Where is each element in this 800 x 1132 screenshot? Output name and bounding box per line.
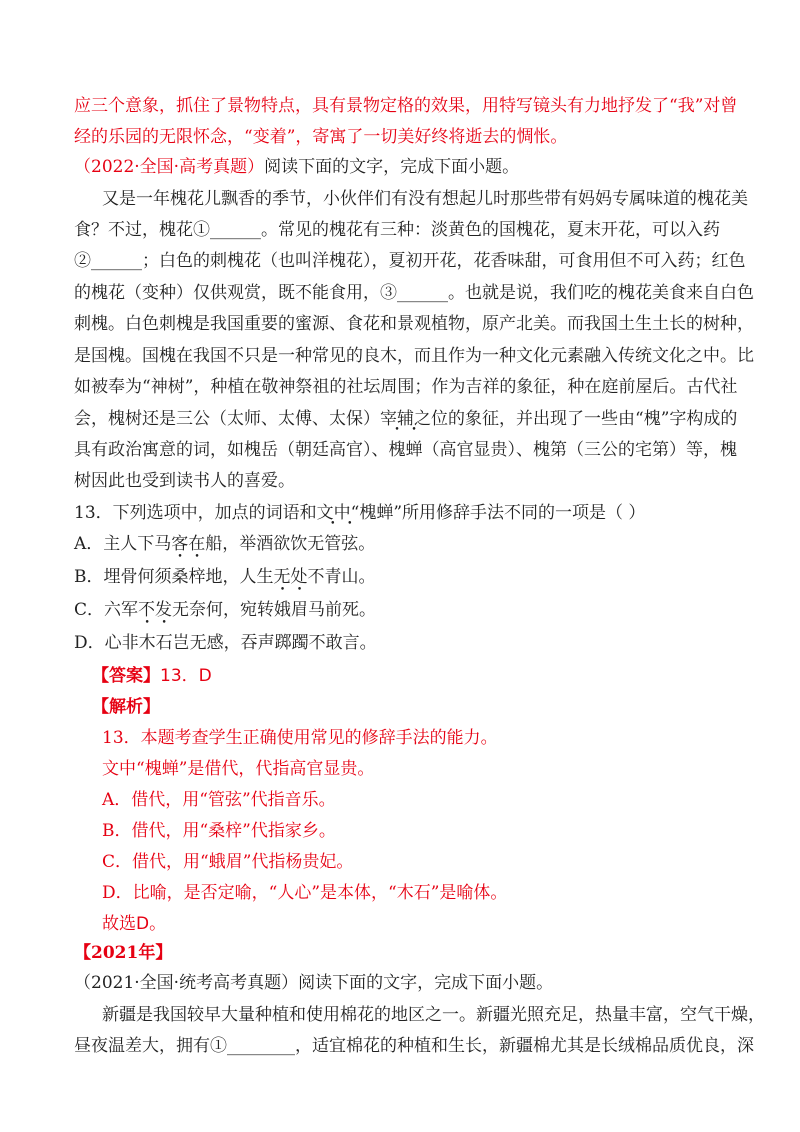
- dotted-word: 桑梓: [171, 567, 206, 587]
- answer-line: [92, 664, 212, 688]
- analysis-line: B．借代，用“桑梓”代指家乡。: [102, 821, 336, 841]
- analysis-conclusion: 故选D。: [102, 914, 167, 934]
- passage-line: 树因此也受到读书人的喜爱。: [74, 471, 295, 491]
- passage-line: 具有政治寓意的词，如槐岳（朝廷高官）、槐蝉（高官显贵）、槐第（三公的宅第）等，槐: [74, 440, 737, 460]
- option-a: A．主人下马客在船，举酒欲饮无管弦。: [74, 534, 376, 554]
- passage-line: 如被奉为“神树”，种植在敬神祭祖的社坛周围；作为吉祥的象征，种在庭前屋后。古代社: [74, 377, 738, 397]
- dotted-word: 木石: [138, 633, 173, 653]
- passage-line: 会，槐树还是三公（太师、太傅、太保）宰辅之位的象征，并出现了一些由“槐”字构成的: [74, 409, 738, 429]
- option-c: C．六军不发无奈何，宛转娥眉马前死。: [74, 600, 377, 620]
- question-stem: 13．下列选项中，加点的词语和文中“槐蝉”所用修辞手法不同的一项是（ ）: [74, 503, 646, 523]
- passage-line: 刺槐。白色刺槐是我国重要的蜜源、食花和景观植物，原产北美。而我国土生土长的树种，: [74, 314, 754, 334]
- year-heading: 【2021年】: [74, 943, 173, 963]
- analysis-line: C．借代，用“蛾眉”代指杨贵妃。: [102, 852, 354, 872]
- answer-value: 13．D: [160, 666, 212, 686]
- passage-line: 又是一年槐花儿飘香的季节，小伙伴们有没有想起儿时那些带有妈妈专属味道的槐花美: [102, 189, 748, 209]
- passage-line: 新疆是我国较早大量种植和使用棉花的地区之一。新疆光照充足，热量丰富，空气干燥，: [102, 1005, 765, 1025]
- passage-line: 昼夜温差大，拥有①________，适宜棉花的种植和生长，新疆棉尤其是长绒棉品质优良，深: [74, 1036, 754, 1056]
- option-d: D．心非木石岂无感，吞声踯躅不敢言。: [74, 633, 377, 653]
- dotted-word: 娥眉: [274, 600, 309, 620]
- analysis-line: 13．本题考查学生正确使用常见的修辞手法的能力。: [102, 728, 498, 748]
- question-2022-header: [74, 155, 519, 179]
- analysis-line: D．比喻，是否定喻，“人心”是本体，“木石”是喻体。: [102, 883, 508, 903]
- analysis-line: A．借代，用“管弦”代指音乐。: [102, 790, 336, 810]
- question-2021-header: [74, 971, 553, 995]
- source-tag: （2021·全国·统考高考真题）: [74, 973, 299, 993]
- answer-label: 【答案】: [92, 666, 160, 686]
- analysis-line: 文中“槐蝉”是借代，代指高官显贵。: [102, 759, 375, 779]
- passage-line: 的槐花（变种）仅供观赏，既不能食用，③______。也就是说，我们吃的槐花美食来自白色: [74, 283, 754, 303]
- analysis-label: 【解析】: [92, 697, 160, 717]
- source-tag: （2022·全国·高考真题）: [74, 157, 265, 177]
- passage-line: 是国槐。国槐在我国不只是一种常见的良木，而且作为一种文化元素融入传统文化之中。比: [74, 346, 754, 366]
- instruction: 阅读下面的文字，完成下面小题。: [264, 157, 520, 177]
- dotted-word: 管弦: [324, 534, 359, 554]
- passage-line: 食？不过，槐花①______。常见的槐花有三种：淡黄色的国槐花，夏末开花，可以入药: [74, 220, 720, 240]
- passage-line: ②______；白色的刺槐花（也叫洋槐花），夏初开花，花香味甜，可食用但不可入药；红色: [74, 251, 746, 271]
- top-note-line-2: 经的乐园的无限怀念，“变着”，寄寓了一切美好终将逝去的惆怅。: [74, 127, 568, 147]
- instruction: 阅读下面的文字，完成下面小题。: [298, 973, 554, 993]
- option-b: B．埋骨何须桑梓地，人生无处不青山。: [74, 567, 376, 587]
- dotted-word: 槐蝉: [388, 440, 423, 460]
- top-note-line-1: 应三个意象，抓住了景物特点，具有景物定格的效果，用特写镜头有力地抒发了“我”对曾: [74, 96, 738, 116]
